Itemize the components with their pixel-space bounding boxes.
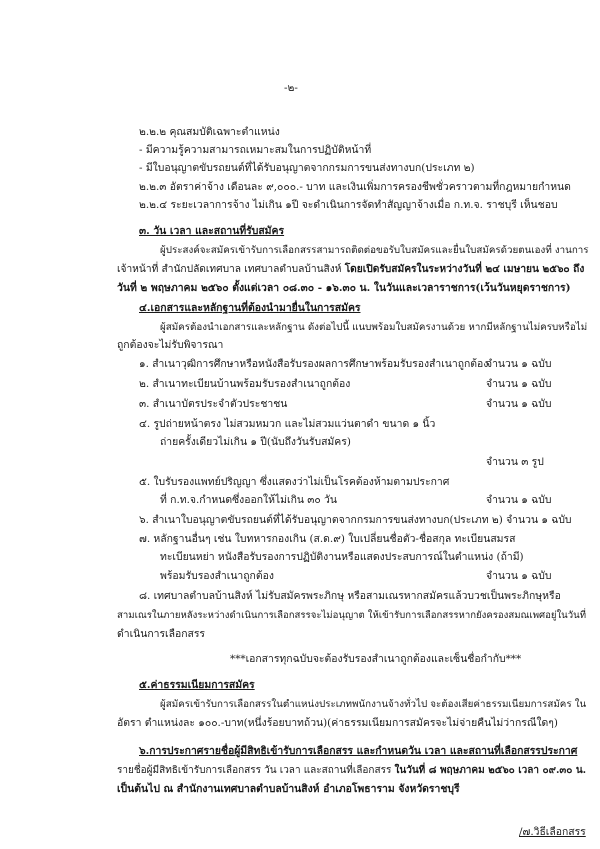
section-3-para-1: ผู้ประสงค์จะสมัครเข้ารับการเลือกสรรสามารถติดต่อขอรับใบสมัครและยื่นใบสมัครด้วยตนเองที่ งานการ [160, 245, 589, 256]
doc-item-2-qty: จำนวน ๑ ฉบับ [486, 378, 552, 390]
doc-item-7: ๗. หลักฐานอื่นๆ เช่น ใบทหารกองเกิน (ส.ด.๙) ใบเปลี่ยนชื่อตัว-ชื่อสกุล ทะเบียนสมรส [139, 533, 516, 545]
section-6-heading: ๖.การประกาศรายชื่อผู้มีสิทธิเข้ารับการเลือกสรร และกำหนดวัน เวลา และสถานที่เลือกสรรประกาศ [139, 745, 578, 757]
doc-item-4-cont: ถ่ายครั้งเดียวไม่เกิน ๑ ปี(นับถึงวันรับสมัคร) [160, 436, 351, 448]
doc-item-7-qty: จำนวน ๑ ฉบับ [486, 570, 552, 582]
section-6-para-1-b: ในวันที่ ๘ พฤษภาคม ๒๕๖๐ เวลา ๐๙.๓๐ น. [394, 765, 587, 776]
section-6-para-1 [117, 764, 586, 777]
section-3-para-3 [117, 282, 571, 295]
section-4-note: ***เอกสารทุกฉบับจะต้องรับรองสำเนาถูกต้องและเซ็นชื่อกำกับ*** [230, 653, 522, 665]
section-4-para-8-b: สามเณรในภายหลังระหว่างดำเนินการเลือกสรรจะไม่อนุญาต ให้เข้ารับการเลือกสรรหากยังครองสมณเพศอยู่ในวันที่ [117, 610, 587, 621]
section-4-heading: ๔.เอกสารและหลักฐานที่ต้องนำมายื่นในการสมัคร [139, 302, 361, 314]
item-2-2-2-b: - มีใบอนุญาตขับรถยนต์ที่ได้รับอนุญาตจากกรมการขนส่งทางบก(ประเภท ๒) [139, 162, 475, 174]
doc-item-1-qty: จำนวน ๑ ฉบับ [486, 358, 552, 370]
item-2-2-4: ๒.๒.๔ ระยะเวลาการจ้าง ไม่เกิน ๑ปี จะดำเนินการจัดทำสัญญาจ้างเมื่อ ก.ท.จ. ราชบุรี เห็นชอบ [139, 199, 558, 211]
section-3-para-2-a: เจ้าหน้าที่ สำนักปลัดเทศบาล เทศบาลตำบลบ้านสิงห์ [117, 264, 345, 275]
item-2-2-2-a: - มีความรู้ความสามารถเหมาะสมในการปฏิบัติหน้าที่ [139, 144, 372, 156]
doc-item-4: ๔. รูปถ่ายหน้าตรง ไม่สวมหมวก และไม่สวมแว่นตาดำ ขนาด ๑ นิ้ว [139, 418, 436, 430]
section-5-heading: ๕.ค่าธรรมเนียมการสมัคร [139, 679, 255, 691]
section-3-para-2 [117, 263, 584, 276]
section-5-para-2: อัตรา ตำแหน่งละ ๑๐๐.-บาท(หนึ่งร้อยบาทถ้วน)(ค่าธรรมเนียมการสมัครจะไม่จ่ายคืนไม่ว่ากรณีใดๆ) [117, 717, 558, 729]
section-4-intro-1: ผู้สมัครต้องนำเอกสารและหลักฐาน ดังต่อไปนี้ แนบพร้อมใบสมัครงานด้วย หากมีหลักฐานไม่ครบหรือไม่ [160, 322, 588, 333]
section-3-para-3-a: วันที่ ๒ พฤษภาคม ๒๕๖๐ ตั้งแต่เวลา ๐๘.๓๐ - ๑๖.๓๐ น. [117, 282, 374, 294]
doc-item-2: ๒. สำเนาทะเบียนบ้านพร้อมรับรองสำเนาถูกต้อง [139, 378, 351, 390]
doc-item-7-cont-2: พร้อมรับรองสำเนาถูกต้อง [160, 570, 274, 582]
doc-item-3-qty: จำนวน ๑ ฉบับ [486, 398, 552, 410]
section-6-para-2: เป็นต้นไป ณ สำนักงานเทศบาลตำบลบ้านสิงห์ อำเภอโพธาราม จังหวัดราชบุรี [117, 783, 460, 795]
doc-item-1: ๑. สำเนาวุฒิการศึกษาหรือหนังสือรับรองผลการศึกษาพร้อมรับรองสำเนาถูกต้อง [139, 358, 489, 370]
doc-item-5-cont: ที่ ก.ท.จ.กำหนดซึ่งออกให้ไม่เกิน ๓๐ วัน [160, 494, 337, 506]
section-4-intro-2: ถูกต้องจะไม่รับพิจารณา [117, 339, 224, 351]
section-3-para-2-b: โดยเปิดรับสมัครในระหว่างวันที่ ๒๔ เมษายน ๒๕๖๐ ถึง [344, 263, 585, 275]
doc-item-5: ๕. ใบรับรองแพทย์ปริญญา ซึ่งแสดงว่าไม่เป็นโรคต้องห้ามตามประกาศ [139, 476, 450, 488]
item-2-2-2: ๒.๒.๒ คุณสมบัติเฉพาะตำแหน่ง [139, 126, 280, 138]
section-3-para-3-b: ในวันและเวลาราชการ(เว้นวันหยุดราชการ) [373, 282, 571, 294]
section-4-para-8-a: ๘. เทศบาลตำบลบ้านสิงห์ ไม่รับสมัครพระภิกษุ หรือสามเณรหากสมัครแล้วบวชเป็นพระภิกษุหรือ [139, 590, 561, 602]
doc-item-4-qty: จำนวน ๓ รูป [486, 456, 544, 468]
section-5-para-1: ผู้สมัครเข้ารับการเลือกสรรในตำแหน่งประเภทพนักงานจ้างทั่วไป จะต้องเสียค่าธรรมเนียมการสมัคร ใน [160, 699, 587, 710]
next-page-reference: /๗.วิธีเลือกสรร [519, 826, 586, 838]
section-3-heading: ๓. วัน เวลา และสถานที่รับสมัคร [139, 225, 285, 237]
doc-item-5-qty: จำนวน ๑ ฉบับ [486, 494, 552, 506]
item-2-2-3: ๒.๒.๓ อัตราค่าจ้าง เดือนละ ๙,๐๐๐.- บาท และเงินเพิ่มการครองชีพชั่วคราวตามที่กฎหมายกำหนด [139, 181, 571, 193]
doc-item-3: ๓. สำเนาบัตรประจำตัวประชาชน [139, 398, 288, 410]
doc-item-7-cont-1: ทะเบียนหย่า หนังสือรับรองการปฏิบัติงานหรือแสดงประสบการณ์ในตำแหน่ง (ถ้ามี) [160, 551, 524, 563]
section-6-para-1-a: รายชื่อผู้มีสิทธิเข้ารับการเลือกสรร วัน เวลา และสถานที่เลือกสรร [117, 765, 395, 776]
section-4-para-8-c: ดำเนินการเลือกสรร [117, 628, 206, 640]
doc-item-6: ๖. สำเนาใบอนุญาตขับรถยนต์ที่ได้รับอนุญาตจากกรมการขนส่งทางบก(ประเภท ๒) จำนวน ๑ ฉบับ [139, 514, 572, 526]
page-number: -๒- [284, 82, 298, 94]
